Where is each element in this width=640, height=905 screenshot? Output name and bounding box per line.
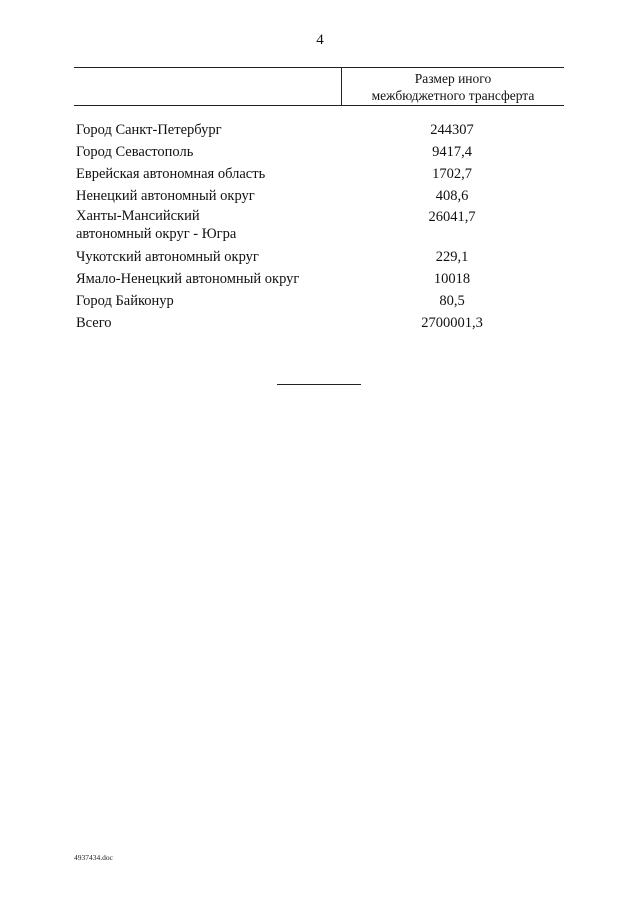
transfer-value: 408,6: [435, 188, 469, 204]
transfer-value: 1702,7: [432, 166, 472, 182]
header-transfer-amount-column: [342, 70, 564, 104]
table-body: [76, 119, 566, 334]
transfer-value: 244307: [430, 122, 474, 138]
region-name: Чукотский автономный округ: [76, 249, 259, 265]
table-row: [76, 290, 566, 312]
total-value: 2700001,3: [421, 315, 483, 331]
transfer-value: 229,1: [435, 249, 469, 265]
header-transfer-line-2: межбюджетного трансферта: [371, 88, 535, 103]
transfer-value: 26041,7: [428, 209, 476, 225]
region-name: Город Санкт-Петербург: [76, 122, 222, 138]
region-name: Еврейская автономная область: [76, 166, 266, 182]
total-label: Всего: [76, 315, 112, 331]
region-name: Ненецкий автономный округ: [76, 188, 255, 204]
region-name-line-1: Ханты-Мансийский: [76, 208, 200, 224]
table-row: [76, 185, 566, 207]
table-row: [76, 141, 566, 163]
header-region-column: [74, 68, 341, 105]
table-header: [74, 67, 564, 106]
header-transfer-line-1: Размер иного: [414, 71, 492, 86]
region-name: Город Севастополь: [76, 144, 194, 160]
transfer-value: 10018: [433, 271, 471, 287]
region-name: Ямало-Ненецкий автономный округ: [76, 271, 300, 287]
table-row: [76, 246, 566, 268]
transfer-value: 80,5: [439, 293, 465, 309]
region-name: Город Байконур: [76, 293, 174, 309]
table-row: [76, 163, 566, 185]
page-number: 4: [316, 32, 324, 48]
region-name-line-2: автономный округ - Югра: [76, 226, 237, 242]
document-id: 4937434.doc: [74, 853, 113, 862]
transfer-value: 9417,4: [432, 144, 472, 160]
end-separator-line: [277, 384, 361, 385]
table-row: [76, 207, 566, 246]
table-row: [76, 268, 566, 290]
table-row: [76, 119, 566, 141]
region-name: [76, 207, 376, 243]
table-row-total: [76, 312, 566, 334]
